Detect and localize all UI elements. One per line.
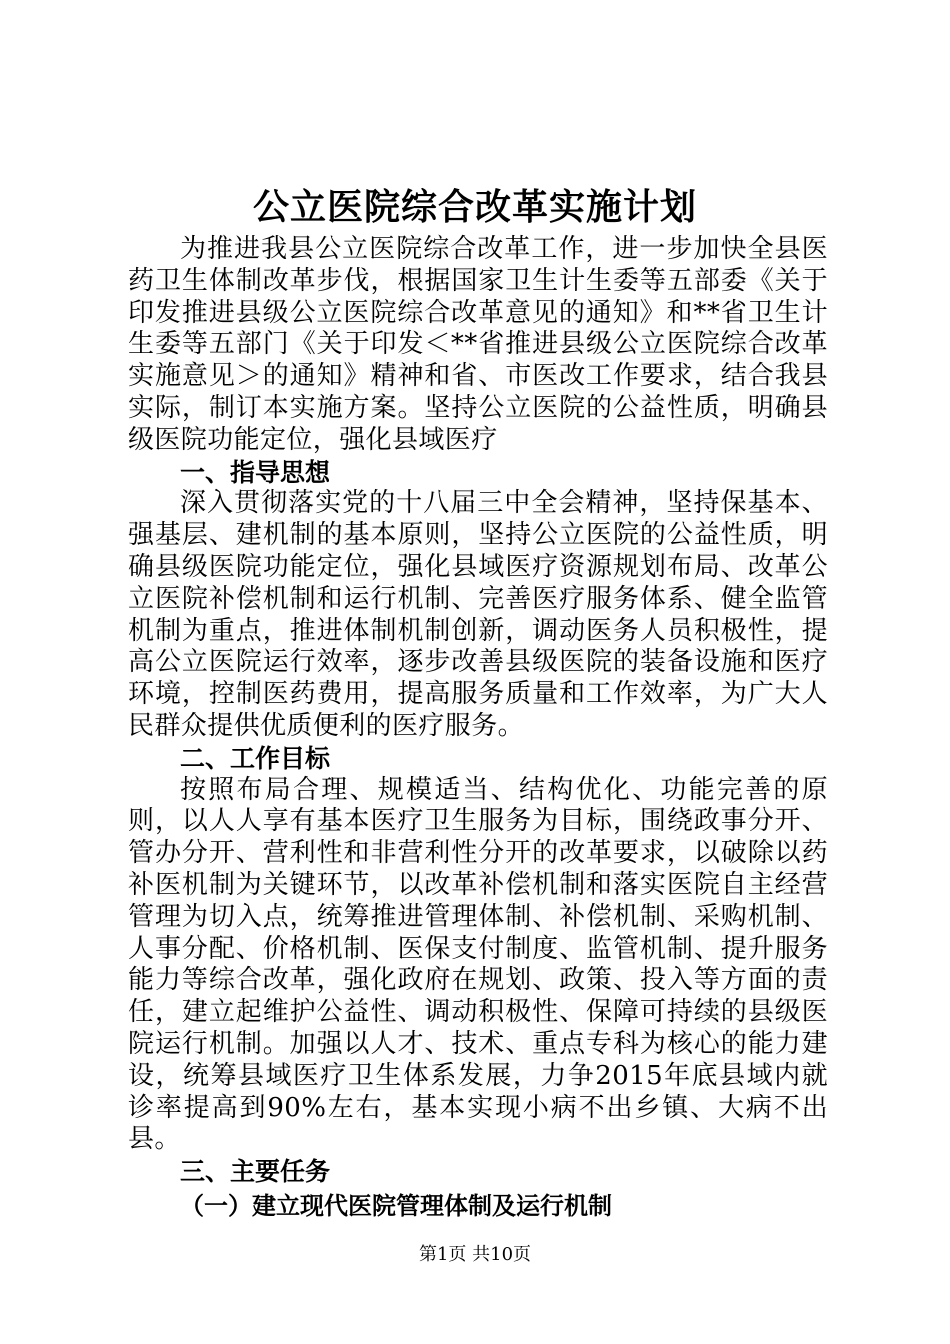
section-paragraph-guiding-ideology: 深入贯彻落实党的十八届三中全会精神，坚持保基本、强基层、建机制的基本原则，坚持公立医院的公益性质，明确县级医院功能定位，强化县域医疗资源规划布局、改革公立医院补偿机制和运行机制、完善医疗服务体系、健全监管机制为重点，推进体制机制创新，调动医务人员积极性，提高公立医院运行效率，逐步改善县级医院的装备设施和医疗环境，控制医药费用，提高服务质量和工作效率，为广大人民群众提供优质便利的医疗服务。 [128, 488, 828, 741]
document-title: 公立医院综合改革实施计划 [252, 187, 697, 228]
document-body [128, 234, 828, 1224]
section-paragraph-work-goals: 按照布局合理、规模适当、结构优化、功能完善的原则，以人人享有基本医疗卫生服务为目标，围绕政事分开、管办分开、营利性和非营利性分开的改革要求，以破除以药补医机制为关键环节，以改革补偿机制和落实医院自主经营管理为切入点，统筹推进管理体制、补偿机制、采购机制、人事分配、价格机制、医保支付制度、监管机制、提升服务能力等综合改革，强化政府在规划、政策、投入等方面的责任，建立起维护公益性、调动积极性、保障可持续的县级医院运行机制。加强以人才、技术、重点专科为核心的能力建设，统筹县域医疗卫生体系发展，力争2015年底县域内就诊率提高到90%左右，基本实现小病不出乡镇、大病不出县。 [128, 774, 828, 1155]
section-heading-main-tasks: 三、主要任务 [180, 1157, 331, 1187]
section-heading-guiding-ideology: 一、指导思想 [180, 457, 331, 487]
section-heading-work-goals: 二、工作目标 [180, 743, 331, 773]
intro-paragraph: 为推进我县公立医院综合改革工作，进一步加快全县医药卫生体制改革步伐，根据国家卫生计生委等五部委《关于印发推进县级公立医院综合改革意见的通知》和**省卫生计生委等五部门《关于印发＜**省推进县级公立医院综合改革实施意见＞的通知》精神和省、市医改工作要求，结合我县实际，制订本实施方案。坚持公立医院的公益性质，明确县级医院功能定位，强化县域医疗 [128, 234, 828, 455]
subsection-heading-management-system: （一）建立现代医院管理体制及运行机制 [180, 1191, 612, 1220]
page-number-footer: 第1页 共10页 [418, 1244, 532, 1265]
